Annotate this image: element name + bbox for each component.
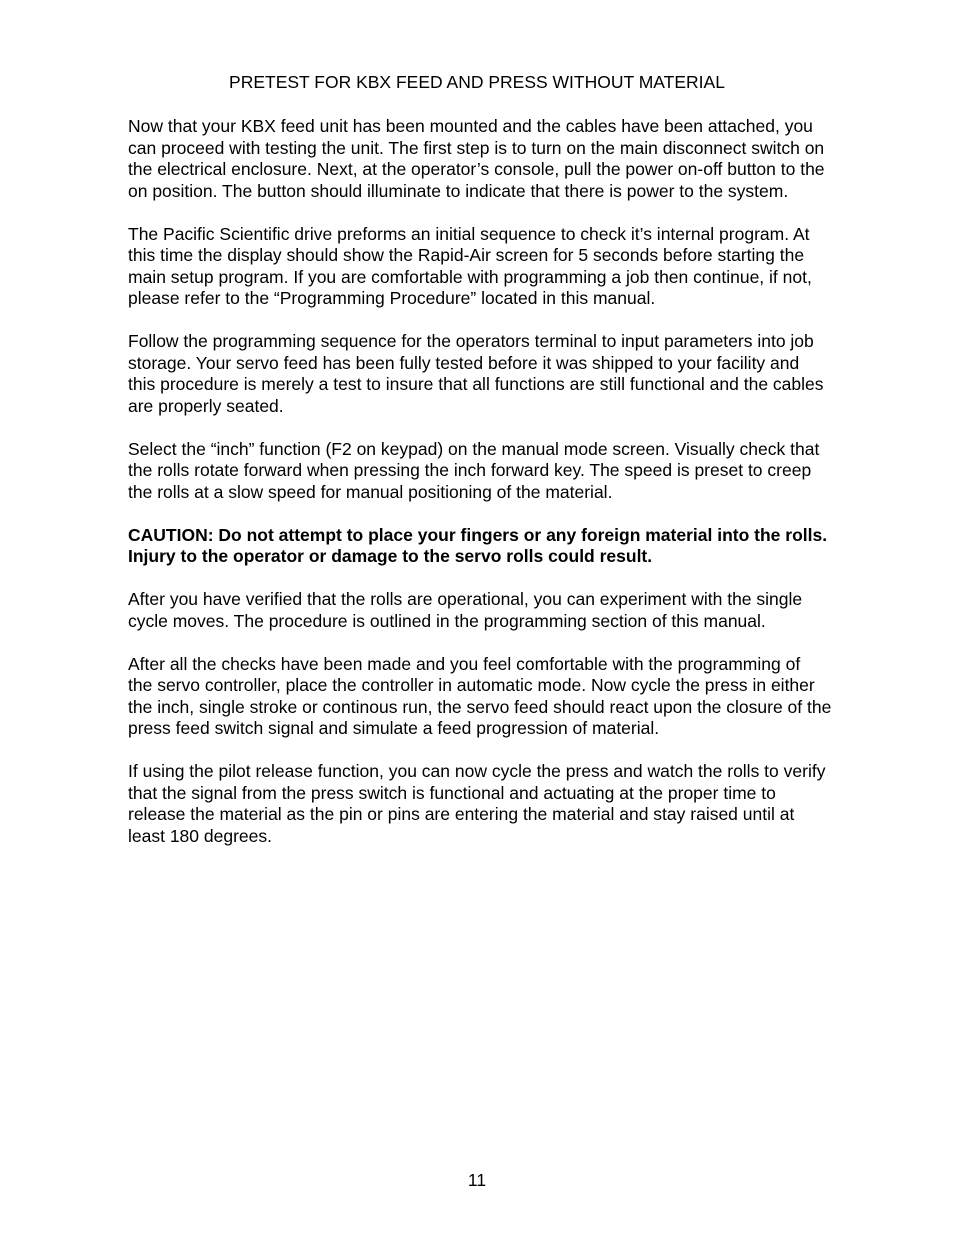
paragraph-line: Injury to the operator or damage to the servo rolls could result.	[128, 546, 653, 566]
paragraph-line: CAUTION: Do not attempt to place your fingers or any foreign material into the rolls.	[128, 524, 828, 545]
paragraph-line: main setup program. If you are comfortable with programming a job then continue, if not,	[128, 266, 812, 287]
paragraph-line: the rolls rotate forward when pressing the inch forward key. The speed is preset to creep	[128, 460, 812, 480]
paragraph-line: least 180 degrees.	[128, 825, 272, 846]
paragraph-line: this time the display should show the Rapid-Air screen for 5 seconds before starting the	[128, 245, 805, 265]
paragraph-line: After you have verified that the rolls are operational, you can experiment with the single	[128, 589, 803, 609]
paragraph-line: the inch, single stroke or continous run, the servo feed should react upon the closure of the	[128, 696, 832, 717]
body-text	[128, 116, 888, 869]
caution-warning	[128, 525, 888, 568]
page-number: 11	[467, 1170, 487, 1190]
paragraph-line: Now that your KBX feed unit has been mounted and the cables have been attached, you	[128, 116, 813, 136]
paragraph-line: The Pacific Scientific drive preforms an initial sequence to check it’s internal program. At	[128, 223, 810, 244]
paragraph-2	[128, 224, 888, 310]
paragraph-line: the servo controller, place the controller in automatic mode. Now cycle the press in either	[128, 675, 815, 695]
paragraph-line: that the signal from the press switch is functional and actuating at the proper time to	[128, 782, 776, 803]
paragraph-1	[128, 116, 888, 202]
paragraph-6	[128, 589, 888, 632]
paragraph-line: this procedure is merely a test to insure that all functions are still functional and the cables	[128, 374, 824, 394]
paragraph-line: are properly seated.	[128, 395, 284, 416]
paragraph-8	[128, 761, 888, 847]
paragraph-line: the electrical enclosure. Next, at the operator’s console, pull the power on-off button to the	[128, 159, 825, 179]
paragraph-line: Follow the programming sequence for the operators terminal to input parameters into job	[128, 331, 814, 351]
paragraph-4	[128, 439, 888, 504]
paragraph-line: can proceed with testing the unit. The first step is to turn on the main disconnect switch on	[128, 137, 825, 158]
page-title: PRETEST FOR KBX FEED AND PRESS WITHOUT MATERIAL	[229, 72, 725, 92]
paragraph-line: release the material as the pin or pins are entering the material and stay raised until at	[128, 804, 795, 824]
paragraph-line: Select the “inch” function (F2 on keypad) on the manual mode screen. Visually check that	[128, 438, 820, 459]
paragraph-line: on position. The button should illuminate to indicate that there is power to the system.	[128, 180, 789, 201]
paragraph-line: After all the checks have been made and you feel comfortable with the programming of	[128, 653, 801, 674]
paragraph-line: If using the pilot release function, you can now cycle the press and watch the rolls to verify	[128, 761, 826, 781]
paragraph-line: press feed switch signal and simulate a feed progression of material.	[128, 718, 660, 738]
paragraph-line: cycle moves. The procedure is outlined in the programming section of this manual.	[128, 610, 766, 631]
paragraph-line: please refer to the “Programming Procedure” located in this manual.	[128, 288, 656, 308]
paragraph-7	[128, 654, 888, 740]
paragraph-3	[128, 331, 888, 417]
paragraph-line: the rolls at a slow speed for manual positioning of the material.	[128, 481, 613, 502]
paragraph-line: storage. Your servo feed has been fully tested before it was shipped to your facility and	[128, 352, 800, 373]
